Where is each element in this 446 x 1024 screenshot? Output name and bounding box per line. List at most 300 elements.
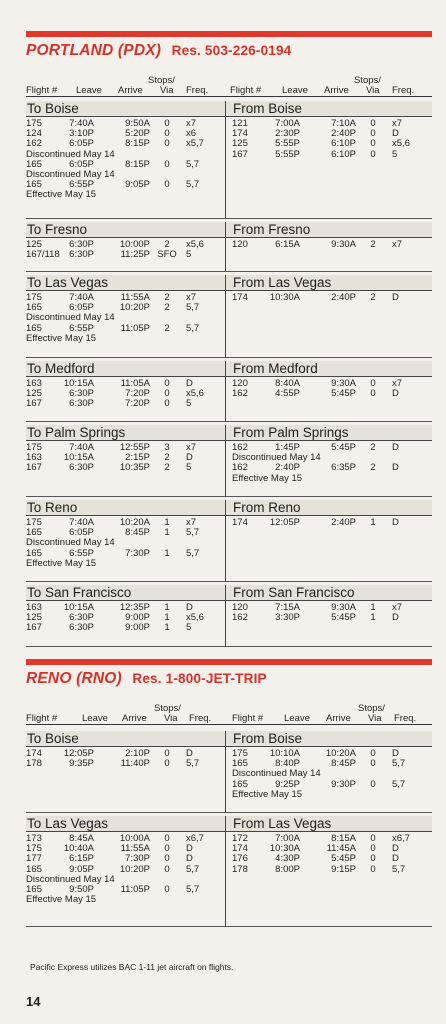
leave-col-left: Leave bbox=[76, 85, 102, 96]
arrive-cell: 9:15P bbox=[331, 863, 356, 875]
freq-cell: D bbox=[186, 853, 193, 865]
flight-cell: 162 bbox=[232, 612, 248, 624]
schedule-note bbox=[26, 895, 222, 905]
leave-cell: 3:30P bbox=[275, 612, 300, 624]
freq-cell: D bbox=[392, 748, 399, 759]
leave-cell: 12:05P bbox=[269, 517, 300, 528]
arrive-cell: 8:15A bbox=[331, 833, 356, 844]
flight-col-right: Flight # bbox=[230, 85, 262, 96]
arrive-cell: 6:10P bbox=[331, 148, 356, 160]
leave-col-left: Leave bbox=[82, 713, 108, 724]
flight-cell: 175 bbox=[26, 118, 42, 129]
arrive-cell: 7:20P bbox=[125, 398, 150, 410]
via-cell: 0 bbox=[164, 388, 170, 400]
note-text: Discontinued May 14 bbox=[26, 312, 115, 324]
leave-cell: 6:05P bbox=[69, 527, 94, 539]
leave-cell: 9:50P bbox=[69, 883, 94, 895]
leave-cell: 7:15A bbox=[275, 602, 300, 613]
schedule-note bbox=[26, 559, 222, 569]
note-text: Discontinued May 14 bbox=[232, 768, 321, 780]
freq-cell: 5 bbox=[186, 622, 192, 634]
via-cell: 0 bbox=[370, 118, 376, 129]
route-section bbox=[26, 275, 432, 358]
via-cell: 1 bbox=[164, 547, 170, 559]
leave-cell: 9:35P bbox=[69, 758, 94, 770]
flight-row bbox=[26, 613, 222, 623]
flight-row bbox=[26, 250, 222, 260]
leave-cell: 4:30P bbox=[275, 853, 300, 865]
to-destination-title: To Fresno bbox=[27, 222, 88, 237]
arrive-cell: 12:55P bbox=[119, 442, 150, 453]
route-section bbox=[26, 361, 432, 422]
freq-cell: D bbox=[392, 442, 399, 453]
freq-cell: x5,6 bbox=[186, 612, 204, 624]
arrive-col-right: Arrive bbox=[326, 713, 351, 724]
note-text: Effective May 15 bbox=[232, 472, 303, 484]
flight-cell: 163 bbox=[26, 378, 42, 389]
flight-row bbox=[26, 759, 222, 769]
via-col-right: Via bbox=[366, 85, 380, 96]
via-cell: 0 bbox=[164, 843, 170, 855]
leave-cell: 6:30P bbox=[69, 249, 94, 261]
freq-col-left: Freq. bbox=[189, 713, 212, 724]
from-origin-title: From Fresno bbox=[233, 222, 311, 237]
flight-cell: 162 bbox=[232, 442, 248, 453]
arrive-cell: 2:10P bbox=[125, 748, 150, 759]
arrive-cell: 9:00P bbox=[125, 622, 150, 634]
via-cell: 1 bbox=[164, 602, 170, 613]
leave-cell: 7:40A bbox=[69, 292, 94, 303]
flight-cell: 167 bbox=[26, 622, 42, 634]
arrive-cell: 9:05P bbox=[125, 179, 150, 191]
arrive-cell: 7:30P bbox=[125, 853, 150, 865]
leave-cell: 6:30P bbox=[69, 622, 94, 634]
freq-cell: x6,7 bbox=[186, 833, 204, 844]
flight-cell: 175 bbox=[26, 442, 42, 453]
via-cell: 2 bbox=[164, 462, 170, 474]
via-cell: 0 bbox=[370, 843, 376, 855]
note-text: Discontinued May 14 bbox=[26, 873, 115, 885]
leave-cell: 1:45P bbox=[275, 442, 300, 453]
leave-col-right: Leave bbox=[282, 85, 308, 96]
via-cell: 0 bbox=[370, 853, 376, 865]
leave-cell: 12:05P bbox=[63, 748, 94, 759]
leave-cell: 6:30P bbox=[69, 239, 94, 250]
flight-cell: 175 bbox=[26, 843, 42, 855]
flight-cell: 125 bbox=[26, 612, 42, 624]
arrive-cell: 2:40P bbox=[331, 292, 356, 303]
arrive-cell: 5:45P bbox=[331, 388, 356, 400]
from-origin-title: From Las Vegas bbox=[233, 275, 332, 290]
flight-cell: 174 bbox=[232, 517, 248, 528]
from-origin-title: From San Francisco bbox=[233, 585, 355, 600]
via-cell: 1 bbox=[164, 612, 170, 624]
flight-cell: 165 bbox=[26, 547, 42, 559]
freq-cell: x7 bbox=[186, 517, 197, 528]
flight-row bbox=[232, 293, 428, 303]
arrive-cell: 11:05P bbox=[120, 322, 150, 334]
freq-cell: 5,7 bbox=[186, 758, 200, 770]
arrive-cell: 6:10P bbox=[331, 138, 356, 150]
arrive-cell: 7:10A bbox=[331, 118, 356, 129]
via-cell: 1 bbox=[370, 517, 376, 528]
arrive-cell: 11:55A bbox=[120, 843, 150, 855]
via-cell: 0 bbox=[164, 128, 170, 140]
leave-cell: 5:55P bbox=[275, 148, 300, 160]
flight-row bbox=[232, 518, 428, 528]
freq-cell: x5,7 bbox=[186, 138, 204, 150]
note-text: Discontinued May 14 bbox=[26, 148, 115, 160]
leave-cell: 7:40A bbox=[69, 517, 94, 528]
flight-cell: 174 bbox=[232, 292, 248, 303]
leave-cell: 6:30P bbox=[69, 462, 94, 474]
schedule-note bbox=[232, 790, 428, 800]
to-destination-title: To Palm Springs bbox=[27, 425, 126, 440]
flight-row bbox=[26, 399, 222, 409]
freq-cell: x7 bbox=[186, 442, 197, 453]
arrive-cell: 9:50A bbox=[125, 118, 150, 129]
arrive-cell: 5:45P bbox=[331, 853, 356, 865]
arrive-cell: 2:40P bbox=[331, 128, 356, 140]
flight-cell: 167 bbox=[26, 398, 42, 410]
flight-col-left: Flight # bbox=[26, 85, 58, 96]
arrive-col-left: Arrive bbox=[122, 713, 147, 724]
via-cell: 2 bbox=[370, 442, 376, 453]
arrive-cell: 8:15P bbox=[125, 138, 150, 150]
reservation-phone: Res. 1-800-JET-TRIP bbox=[132, 671, 267, 686]
leave-cell: 6:30P bbox=[69, 612, 94, 624]
arrive-cell: 2:15P bbox=[125, 452, 150, 464]
via-cell: 0 bbox=[370, 138, 376, 150]
flight-cell: 175 bbox=[26, 292, 42, 303]
freq-cell: x6 bbox=[186, 128, 197, 140]
via-cell: 0 bbox=[370, 148, 376, 160]
arrive-cell: 10:00A bbox=[119, 833, 150, 844]
page-number: 14 bbox=[26, 994, 41, 1009]
via-cell: 2 bbox=[164, 322, 170, 334]
arrive-cell: 11:45A bbox=[326, 843, 356, 855]
freq-cell: D bbox=[392, 843, 399, 855]
flight-cell: 172 bbox=[232, 833, 248, 844]
stops-label-left: Stops/ bbox=[154, 703, 181, 714]
flight-cell: 162 bbox=[232, 462, 248, 474]
via-cell: 1 bbox=[164, 517, 170, 528]
via-cell: 2 bbox=[370, 239, 376, 250]
flight-cell: 174 bbox=[26, 748, 42, 759]
via-cell: 0 bbox=[164, 863, 170, 875]
freq-cell: x7 bbox=[186, 118, 197, 129]
arrive-cell: 11:05A bbox=[120, 378, 150, 389]
freq-cell: D bbox=[392, 462, 399, 474]
flight-cell: 173 bbox=[26, 833, 42, 844]
aircraft-footnote: Pacific Express utilizes BAC 1-11 jet aircraft on flights. bbox=[30, 962, 234, 972]
flight-cell: 165 bbox=[232, 758, 248, 770]
flight-cell: 120 bbox=[232, 602, 248, 613]
via-cell: 2 bbox=[164, 302, 170, 314]
freq-cell: 5,7 bbox=[392, 758, 406, 770]
arrive-cell: 9:30A bbox=[331, 239, 356, 250]
from-origin-title: From Reno bbox=[233, 500, 301, 515]
via-cell: 0 bbox=[164, 853, 170, 865]
via-cell: 0 bbox=[164, 138, 170, 150]
via-cell: 0 bbox=[164, 158, 170, 170]
flight-cell: 165 bbox=[26, 158, 42, 170]
freq-cell: D bbox=[392, 517, 399, 528]
via-cell: SFO bbox=[157, 249, 177, 261]
freq-cell: x5,6 bbox=[392, 138, 410, 150]
note-text: Discontinued May 14 bbox=[232, 452, 321, 464]
via-cell: 1 bbox=[370, 602, 376, 613]
from-origin-title: From Las Vegas bbox=[233, 816, 332, 831]
to-destination-title: To Las Vegas bbox=[27, 816, 109, 831]
via-cell: 0 bbox=[370, 128, 376, 140]
via-cell: 0 bbox=[370, 863, 376, 875]
leave-cell: 7:00A bbox=[275, 118, 300, 129]
freq-cell: D bbox=[186, 378, 193, 389]
freq-cell: x7 bbox=[392, 602, 403, 613]
freq-col-left: Freq. bbox=[186, 85, 209, 96]
flight-row bbox=[232, 613, 428, 623]
via-cell: 0 bbox=[370, 833, 376, 844]
leave-cell: 6:15A bbox=[275, 239, 300, 250]
via-col-right: Via bbox=[368, 713, 382, 724]
leave-cell: 8:00P bbox=[275, 863, 300, 875]
leave-cell: 10:40A bbox=[63, 843, 94, 855]
note-text: Effective May 15 bbox=[26, 332, 97, 344]
freq-cell: 5,7 bbox=[392, 863, 406, 875]
flight-cell: 175 bbox=[26, 517, 42, 528]
reno-top-rule bbox=[26, 659, 432, 665]
arrive-cell: 11:25P bbox=[120, 249, 150, 261]
via-cell: 0 bbox=[164, 378, 170, 389]
freq-cell: 5 bbox=[186, 462, 192, 474]
arrive-cell: 5:45P bbox=[331, 442, 356, 453]
freq-cell: 5,7 bbox=[186, 322, 200, 334]
note-text: Effective May 15 bbox=[232, 788, 303, 800]
arrive-col-right: Arrive bbox=[324, 85, 349, 96]
schedule-note bbox=[26, 334, 222, 344]
flight-cell: 165 bbox=[26, 527, 42, 539]
leave-cell: 10:30A bbox=[269, 292, 300, 303]
leave-cell: 6:15P bbox=[69, 853, 94, 865]
route-section bbox=[26, 585, 432, 647]
flight-cell: 175 bbox=[232, 748, 248, 759]
flight-cell: 174 bbox=[232, 128, 248, 140]
flight-cell: 178 bbox=[232, 863, 248, 875]
leave-cell: 6:55P bbox=[69, 179, 94, 191]
via-cell: 0 bbox=[164, 118, 170, 129]
leave-cell: 7:40A bbox=[69, 118, 94, 129]
freq-cell: D bbox=[392, 388, 399, 400]
reservation-phone: Res. 503-226-0194 bbox=[171, 43, 292, 58]
via-cell: 0 bbox=[164, 758, 170, 770]
freq-cell: x6,7 bbox=[392, 833, 410, 844]
flight-cell: 125 bbox=[26, 388, 42, 400]
flight-row bbox=[232, 150, 428, 160]
city-code: PORTLAND (PDX) bbox=[26, 42, 162, 59]
route-section bbox=[26, 101, 432, 219]
via-cell: 0 bbox=[370, 748, 376, 759]
freq-cell: x7 bbox=[186, 292, 197, 303]
flight-cell: 125 bbox=[26, 239, 42, 250]
arrive-cell: 10:20A bbox=[119, 517, 150, 528]
leave-cell: 9:05P bbox=[69, 863, 94, 875]
flight-cell: 163 bbox=[26, 452, 42, 464]
freq-cell: D bbox=[392, 853, 399, 865]
arrive-cell: 10:20A bbox=[325, 748, 356, 759]
flight-cell: 162 bbox=[26, 138, 42, 150]
leave-cell: 2:30P bbox=[275, 128, 300, 140]
freq-cell: 5,7 bbox=[186, 863, 200, 875]
arrive-cell: 8:45P bbox=[331, 758, 356, 770]
from-origin-title: From Palm Springs bbox=[233, 425, 349, 440]
freq-cell: 5,7 bbox=[186, 302, 200, 314]
flight-cell: 165 bbox=[26, 302, 42, 314]
flight-row bbox=[232, 240, 428, 250]
flight-cell: 177 bbox=[26, 853, 42, 865]
leave-cell: 8:40P bbox=[275, 758, 300, 770]
flight-cell: 120 bbox=[232, 378, 248, 389]
leave-cell: 6:05P bbox=[69, 158, 94, 170]
via-cell: 0 bbox=[164, 748, 170, 759]
arrive-cell: 9:00P bbox=[125, 612, 150, 624]
freq-cell: D bbox=[186, 843, 193, 855]
arrive-cell: 9:30P bbox=[331, 778, 356, 790]
via-col-left: Via bbox=[160, 85, 174, 96]
to-destination-title: To Boise bbox=[27, 101, 79, 116]
flight-cell: 174 bbox=[232, 843, 248, 855]
freq-cell: D bbox=[186, 602, 193, 613]
freq-cell: 5 bbox=[186, 398, 192, 410]
portland-heading bbox=[26, 42, 432, 60]
arrive-cell: 11:55A bbox=[120, 292, 150, 303]
flight-cell: 167/118 bbox=[26, 249, 60, 261]
flight-cell: 165 bbox=[26, 179, 42, 191]
arrive-cell: 7:20P bbox=[125, 388, 150, 400]
flight-row bbox=[232, 139, 428, 149]
flight-row bbox=[26, 623, 222, 633]
freq-cell: D bbox=[392, 612, 399, 624]
to-destination-title: To San Francisco bbox=[27, 585, 132, 600]
leave-cell: 10:15A bbox=[63, 378, 94, 389]
via-cell: 0 bbox=[164, 883, 170, 895]
via-cell: 2 bbox=[164, 452, 170, 464]
city-code: RENO (RNO) bbox=[26, 670, 122, 687]
reno-heading bbox=[26, 670, 432, 688]
note-text: Effective May 15 bbox=[26, 557, 97, 569]
portland-top-rule bbox=[26, 31, 432, 37]
arrive-cell: 9:30A bbox=[331, 602, 356, 613]
freq-col-right: Freq. bbox=[392, 85, 415, 96]
route-section bbox=[26, 816, 432, 927]
route-section bbox=[26, 731, 432, 813]
leave-cell: 4:55P bbox=[275, 388, 300, 400]
arrive-cell: 10:20P bbox=[119, 302, 150, 314]
schedule-note bbox=[232, 474, 428, 484]
from-origin-title: From Boise bbox=[233, 731, 303, 746]
to-destination-title: To Boise bbox=[27, 731, 79, 746]
route-section bbox=[26, 500, 432, 582]
arrive-cell: 5:20P bbox=[125, 128, 150, 140]
leave-cell: 10:15A bbox=[63, 452, 94, 464]
column-header bbox=[26, 75, 432, 97]
column-header bbox=[26, 703, 432, 725]
arrive-cell: 10:00P bbox=[119, 239, 150, 250]
flight-cell: 124 bbox=[26, 128, 42, 140]
leave-cell: 6:30P bbox=[69, 398, 94, 410]
via-cell: 3 bbox=[164, 442, 170, 453]
arrive-cell: 5:45P bbox=[331, 612, 356, 624]
arrive-cell: 11:40P bbox=[120, 758, 150, 770]
flight-col-left: Flight # bbox=[26, 713, 58, 724]
flight-cell: 163 bbox=[26, 602, 42, 613]
arrive-cell: 12:35P bbox=[119, 602, 150, 613]
via-col-left: Via bbox=[164, 713, 178, 724]
stops-label-left: Stops/ bbox=[148, 75, 175, 86]
schedule-note bbox=[26, 190, 222, 200]
flight-cell: 121 bbox=[232, 118, 248, 129]
freq-cell: x7 bbox=[392, 118, 403, 129]
flight-cell: 165 bbox=[26, 883, 42, 895]
via-cell: 0 bbox=[164, 179, 170, 191]
flight-row bbox=[26, 463, 222, 473]
arrive-cell: 9:30A bbox=[331, 378, 356, 389]
flight-cell: 120 bbox=[232, 239, 248, 250]
freq-cell: D bbox=[392, 128, 399, 140]
note-text: Discontinued May 14 bbox=[26, 168, 115, 180]
flight-row bbox=[232, 865, 428, 875]
leave-cell: 5:55P bbox=[275, 138, 300, 150]
to-destination-title: To Las Vegas bbox=[27, 275, 109, 290]
via-cell: 0 bbox=[370, 778, 376, 790]
route-section bbox=[26, 222, 432, 272]
arrive-col-left: Arrive bbox=[118, 85, 143, 96]
leave-cell: 10:10A bbox=[269, 748, 300, 759]
freq-cell: 5,7 bbox=[186, 179, 200, 191]
flight-cell: 165 bbox=[26, 322, 42, 334]
leave-cell: 2:40P bbox=[275, 462, 300, 474]
freq-cell: 5 bbox=[186, 249, 192, 261]
flight-col-right: Flight # bbox=[232, 713, 264, 724]
to-destination-title: To Medford bbox=[27, 361, 95, 376]
arrive-cell: 10:20P bbox=[119, 863, 150, 875]
via-cell: 2 bbox=[370, 292, 376, 303]
arrive-cell: 2:40P bbox=[331, 517, 356, 528]
leave-cell: 6:05P bbox=[69, 302, 94, 314]
leave-cell: 7:40A bbox=[69, 442, 94, 453]
route-section bbox=[26, 425, 432, 497]
via-cell: 2 bbox=[164, 292, 170, 303]
note-text: Effective May 15 bbox=[26, 189, 97, 201]
flight-cell: 167 bbox=[232, 148, 248, 160]
arrive-cell: 6:35P bbox=[331, 462, 356, 474]
leave-col-right: Leave bbox=[284, 713, 310, 724]
arrive-cell: 8:15P bbox=[125, 158, 150, 170]
leave-cell: 6:30P bbox=[69, 388, 94, 400]
leave-cell: 9:25P bbox=[275, 778, 300, 790]
to-destination-title: To Reno bbox=[27, 500, 78, 515]
leave-cell: 8:40A bbox=[275, 378, 300, 389]
freq-cell: 5 bbox=[392, 148, 398, 160]
freq-cell: x7 bbox=[392, 239, 403, 250]
leave-cell: 8:45A bbox=[69, 833, 94, 844]
freq-cell: 5,7 bbox=[392, 778, 406, 790]
note-text: Effective May 15 bbox=[26, 894, 97, 906]
freq-cell: x7 bbox=[392, 378, 403, 389]
arrive-cell: 10:35P bbox=[119, 462, 150, 474]
leave-cell: 3:10P bbox=[69, 128, 94, 140]
flight-cell: 162 bbox=[232, 388, 248, 400]
